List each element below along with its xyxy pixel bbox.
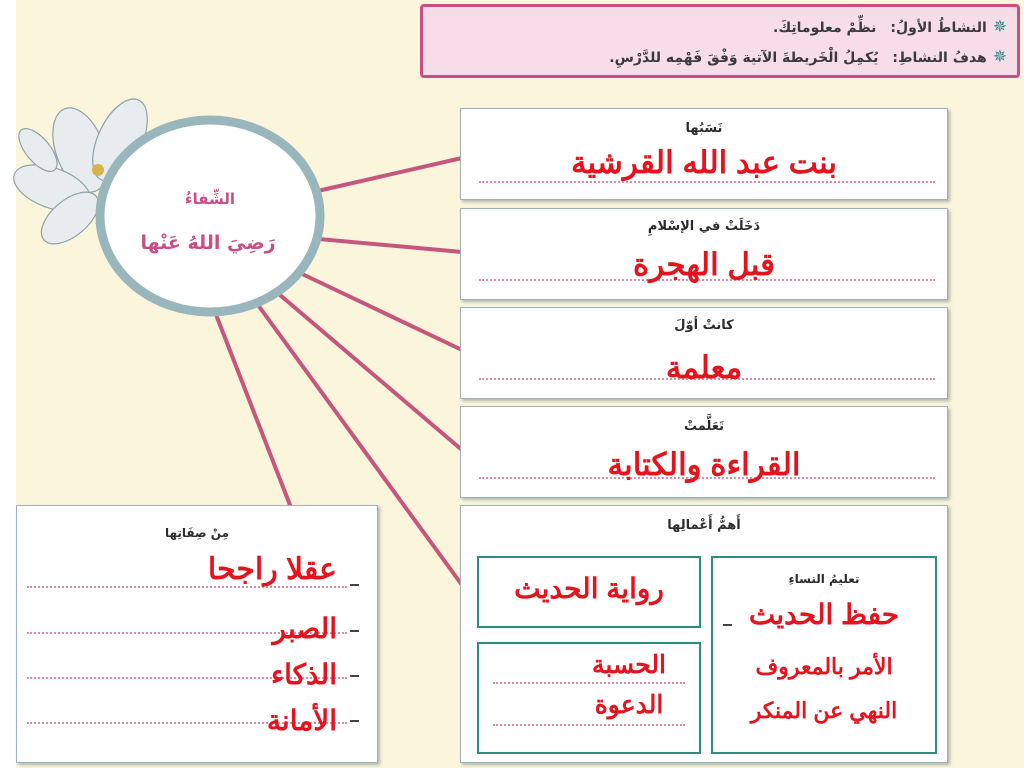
hisba-line-1: الحسبة bbox=[592, 651, 666, 679]
trait-1: عقلا راجحا bbox=[207, 553, 337, 586]
panel-women-teaching bbox=[711, 556, 937, 754]
women-line-2: الأمر بالمعروف bbox=[755, 654, 893, 679]
caption-first: كانتْ أوّلَ bbox=[674, 318, 734, 333]
box-works bbox=[460, 505, 948, 763]
answer-first: معلمة bbox=[665, 350, 743, 385]
center-honorific: رَضِيَ اللهُ عَنْها bbox=[140, 232, 276, 254]
women-line-3: النهي عن المنكر bbox=[750, 698, 898, 723]
answer-learned: القراءة والكتابة bbox=[607, 447, 801, 482]
panel-hisba bbox=[477, 642, 701, 754]
header-text-1: نظِّمْ معلوماتِكَ. bbox=[773, 20, 877, 36]
box-traits bbox=[16, 505, 378, 763]
box-first bbox=[460, 307, 948, 399]
header-label-2: هدفُ النشاطِ: bbox=[892, 50, 987, 66]
center-name: الشِّفاءُ bbox=[184, 190, 236, 208]
answer-line bbox=[493, 682, 685, 684]
women-line-1: حفظ الحديث bbox=[748, 599, 900, 630]
answer-islam: قبل الهجرة bbox=[633, 247, 775, 282]
hisba-line-2: الدعوة bbox=[594, 691, 664, 719]
header-line-1 bbox=[773, 17, 1007, 37]
trait-4: الأمانة bbox=[266, 705, 337, 736]
caption-learned: تَعَلَّمتْ bbox=[683, 419, 724, 434]
caption-traits: مِنْ صِفَاتِها bbox=[164, 526, 230, 540]
connector-traits bbox=[215, 312, 290, 505]
dash-marker bbox=[350, 630, 359, 632]
trait-2: الصبر bbox=[272, 613, 337, 644]
dash-marker bbox=[350, 584, 359, 586]
caption-works: أَهمُّ أَعْمالِها bbox=[667, 518, 741, 533]
answer-line bbox=[479, 181, 935, 183]
activity-header bbox=[420, 4, 1020, 78]
dash-marker bbox=[350, 675, 359, 677]
star-icon: ✵ bbox=[992, 47, 1007, 67]
caption-islam: دَخَلَتْ في الإسْلامِ bbox=[647, 219, 761, 234]
box-islam bbox=[460, 208, 948, 300]
caption-lineage: نَسَبُها bbox=[685, 121, 723, 136]
answer-line bbox=[493, 724, 685, 726]
caption-women: تعليمُ النساءِ bbox=[788, 572, 860, 586]
header-label-1: النشاطُ الأولُ: bbox=[890, 20, 987, 36]
hadith-narration: رواية الحديث bbox=[514, 573, 664, 604]
box-learned bbox=[460, 406, 948, 498]
star-icon: ✵ bbox=[992, 17, 1007, 37]
header-line-2 bbox=[609, 47, 1007, 67]
connector-islam bbox=[308, 238, 462, 252]
header-text-2: يُكمِلُ الْخَريطةَ الآتية وَفْقَ فَهْمِه للدَّرْسِ. bbox=[609, 50, 879, 66]
panel-hadith-narration bbox=[477, 556, 701, 628]
box-lineage bbox=[460, 108, 948, 200]
flower-icon bbox=[10, 88, 330, 328]
dash-marker bbox=[350, 720, 359, 722]
answer-lineage: بنت عبد الله القرشية bbox=[570, 145, 838, 180]
trait-3: الذكاء bbox=[270, 659, 337, 690]
